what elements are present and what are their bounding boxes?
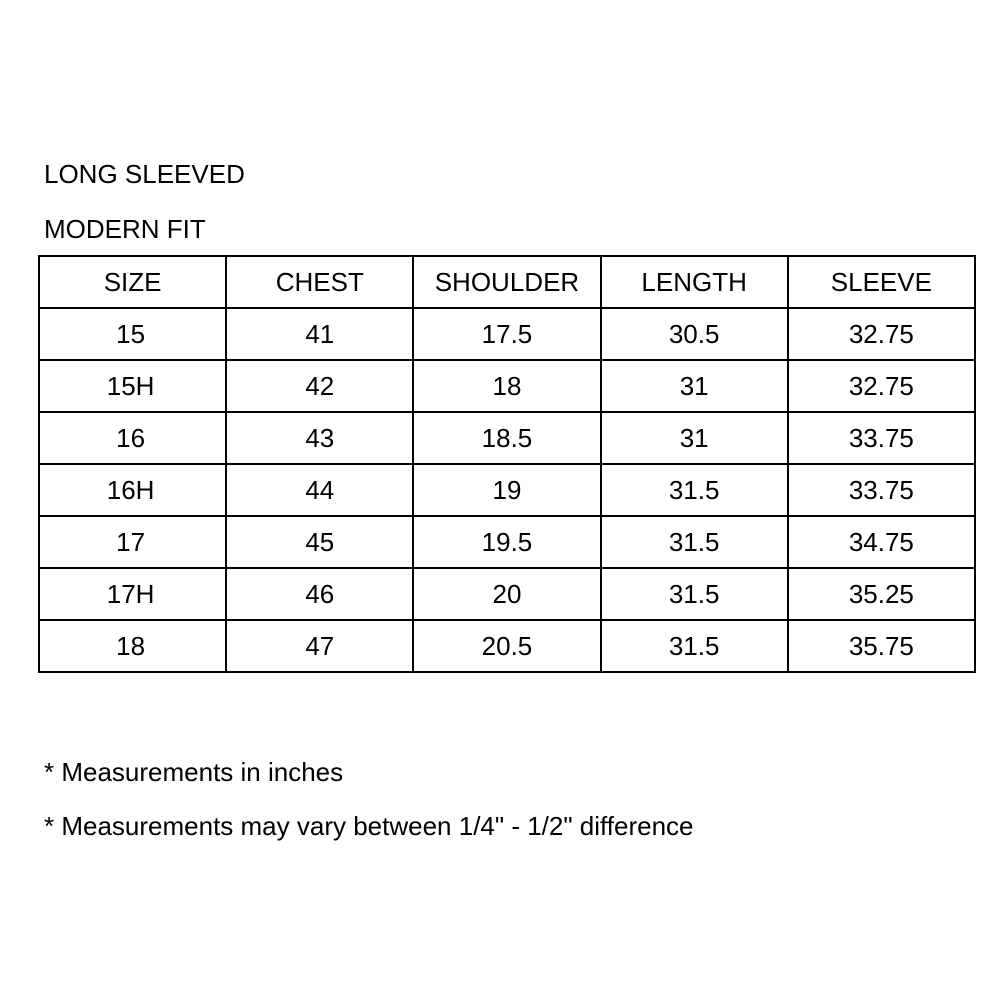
cell-size: 18: [39, 620, 226, 672]
cell-size: 17: [39, 516, 226, 568]
column-header-chest: CHEST: [226, 256, 413, 308]
cell-shoulder: 18.5: [413, 412, 600, 464]
cell-shoulder: 20.5: [413, 620, 600, 672]
cell-shoulder: 19.5: [413, 516, 600, 568]
cell-chest: 47: [226, 620, 413, 672]
cell-length: 31: [601, 360, 788, 412]
size-chart-header: [39, 256, 975, 308]
table-row: [39, 620, 975, 672]
cell-chest: 44: [226, 464, 413, 516]
cell-size: 17H: [39, 568, 226, 620]
cell-size: 16: [39, 412, 226, 464]
column-header-length: LENGTH: [601, 256, 788, 308]
cell-shoulder: 18: [413, 360, 600, 412]
cell-chest: 43: [226, 412, 413, 464]
cell-size: 15: [39, 308, 226, 360]
chart-heading-fit: MODERN FIT: [44, 214, 206, 244]
cell-sleeve: 32.75: [788, 360, 975, 412]
header-row: [39, 256, 975, 308]
note-tolerance: * Measurements may vary between 1/4" - 1/2" difference: [44, 811, 694, 841]
table-row: [39, 360, 975, 412]
cell-length: 31.5: [601, 516, 788, 568]
cell-sleeve: 35.25: [788, 568, 975, 620]
cell-sleeve: 34.75: [788, 516, 975, 568]
cell-chest: 42: [226, 360, 413, 412]
cell-sleeve: 33.75: [788, 412, 975, 464]
note-units: * Measurements in inches: [44, 757, 344, 787]
table-row: [39, 568, 975, 620]
cell-length: 30.5: [601, 308, 788, 360]
cell-length: 31.5: [601, 620, 788, 672]
cell-chest: 41: [226, 308, 413, 360]
cell-shoulder: 19: [413, 464, 600, 516]
cell-shoulder: 17.5: [413, 308, 600, 360]
cell-size: 16H: [39, 464, 226, 516]
cell-sleeve: 33.75: [788, 464, 975, 516]
column-header-shoulder: SHOULDER: [413, 256, 600, 308]
chart-heading-sleeve-type: LONG SLEEVED: [44, 159, 245, 189]
table-row: [39, 516, 975, 568]
cell-chest: 45: [226, 516, 413, 568]
column-header-sleeve: SLEEVE: [788, 256, 975, 308]
cell-sleeve: 35.75: [788, 620, 975, 672]
size-chart-body: [39, 308, 975, 672]
cell-sleeve: 32.75: [788, 308, 975, 360]
table-row: [39, 464, 975, 516]
cell-shoulder: 20: [413, 568, 600, 620]
cell-length: 31.5: [601, 568, 788, 620]
table-row: [39, 412, 975, 464]
column-header-size: SIZE: [39, 256, 226, 308]
cell-size: 15H: [39, 360, 226, 412]
cell-length: 31.5: [601, 464, 788, 516]
table-row: [39, 308, 975, 360]
cell-chest: 46: [226, 568, 413, 620]
cell-length: 31: [601, 412, 788, 464]
size-chart-table: [38, 255, 976, 673]
